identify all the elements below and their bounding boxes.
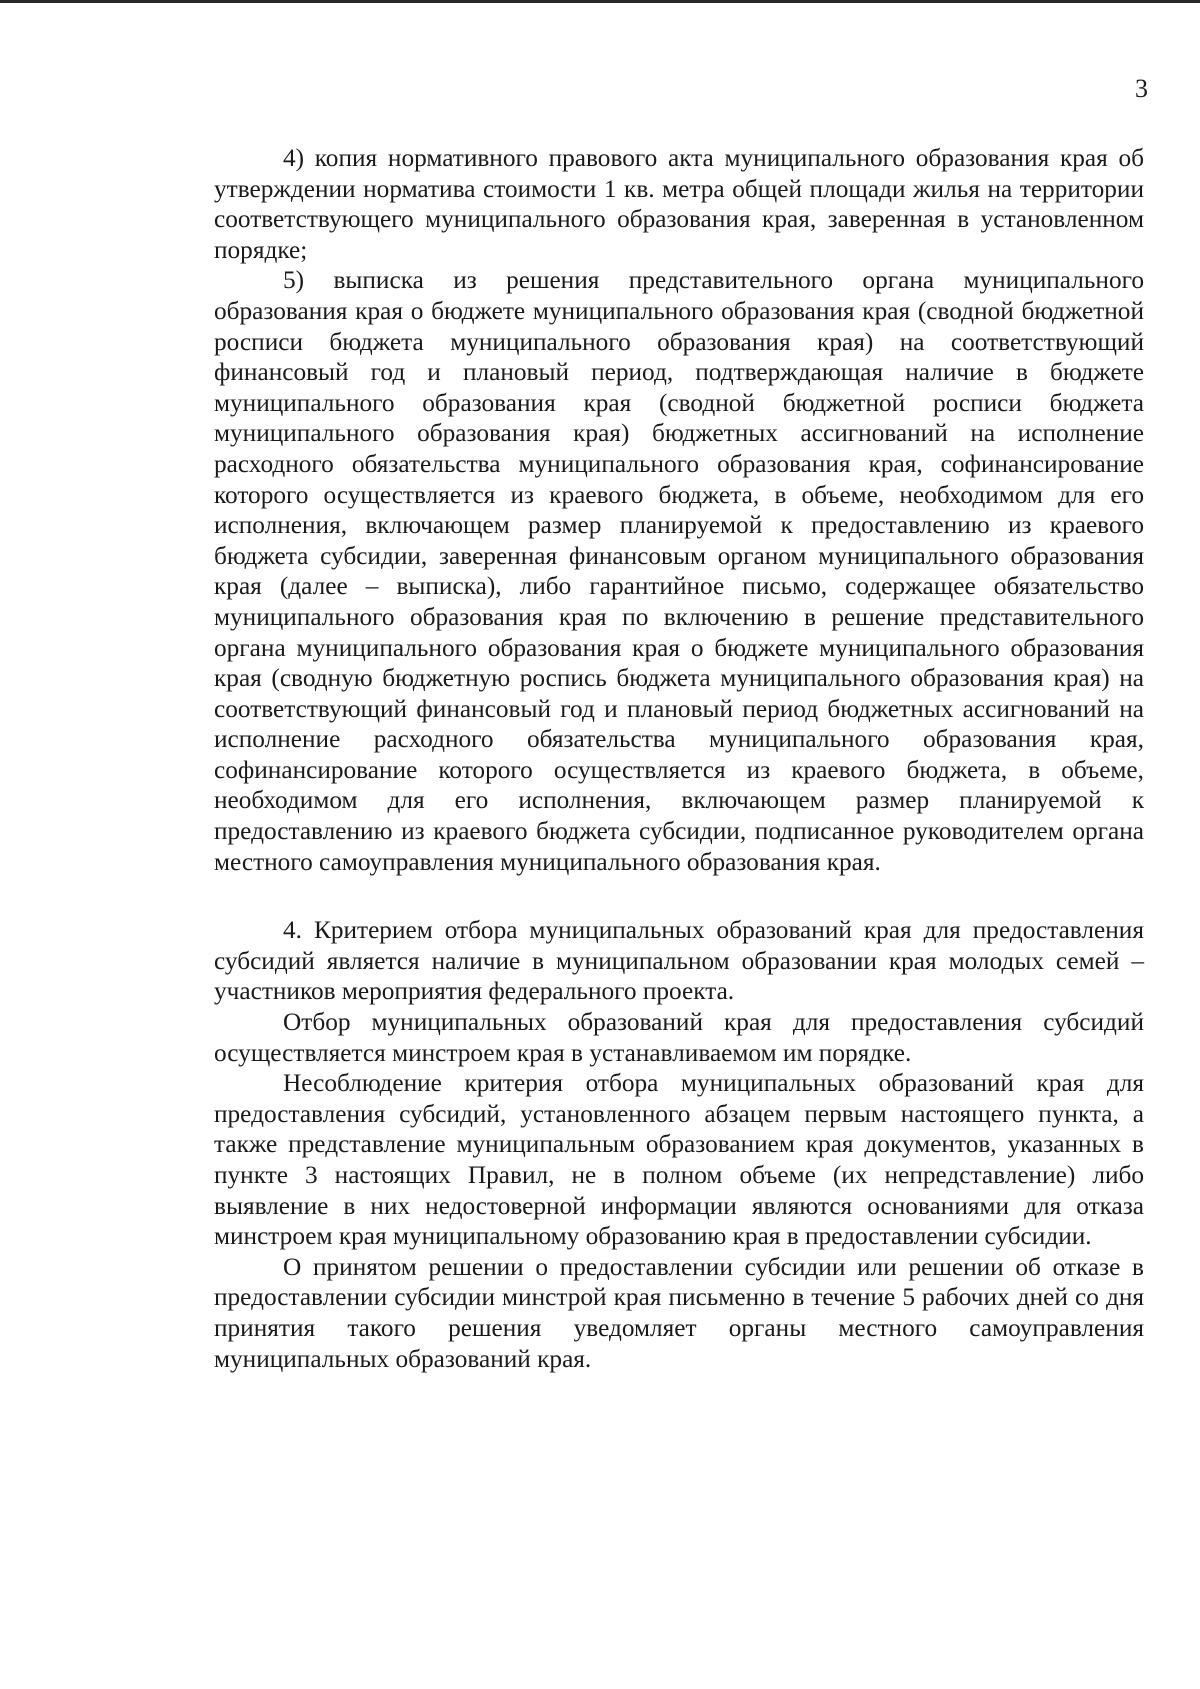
paragraph-section-4: 4. Критерием отбора муниципальных образований края для предоставления субсидий является наличие в муниципальном образовании края молодых семей – участников мероприятия федерального проекта.: [214, 916, 1144, 1006]
paragraph-item-5: 5) выписка из решения представительного органа муниципального образования края о бюджете муниципального образования края (сводной бюджетной росписи бюджета муниципального образования края) на соответствующий финансовый год и плановый период, подтверждающая наличие в бюджете муниципального образования края (сводной бюджетной росписи бюджета муниципального образования края) бюджетных ассигнований на исполнение расходного обязательства муниципального образования края, софинансирование которого осуществляется из краевого бюджета, в объеме, необходимом для его исполнения, включающем размер планируемой к предоставлению из краевого бюджета субсидии, заверенная финансовым органом муниципального образования края (далее – выписка), либо гарантийное письмо, содержащее обязательство муниципального образования края по включению в решение представительного органа муниципального образования края о бюджете муниципального образования края (сводную бюджетную роспись бюджета муниципального образования края) на соответствующий финансовый год и плановый период бюджетных ассигнований на исполнение расходного обязательства муниципального образования края, софинансирование которого осуществляется из краевого бюджета, в объеме, необходимом для его исполнения, включающем размер планируемой к предоставлению из краевого бюджета субсидии, подписанное руководителем органа местного самоуправления муниципального образования края.: [214, 266, 1144, 876]
paragraph-notification: О принятом решении о предоставлении субсидии или решении об отказе в предоставлении субсидии минстрой края письменно в течение 5 рабочих дней со дня принятия такого решения уведомляет органы местного самоуправления муниципальных образований края.: [214, 1252, 1144, 1373]
paragraph-item-4: 4) копия нормативного правового акта муниципального образования края об утверждении норматива стоимости 1 кв. метра общей площади жилья на территории соответствующего муниципального образования края, заверенная в установленном порядке;: [214, 144, 1144, 264]
paragraph-selection-procedure: Отбор муниципальных образований края для предоставления субсидий осуществляется минстроем края в устанавливаемом им порядке.: [214, 1008, 1144, 1067]
page-number: 3: [1135, 74, 1148, 103]
document-body: [214, 143, 1144, 1374]
scan-top-edge: [0, 0, 1200, 3]
paragraph-refusal-grounds: Несоблюдение критерия отбора муниципальных образований края для предоставления субсидий, установленного абзацем первым настоящего пункта, а также представление муниципальным образованием края документов, указанных в пункте 3 настоящих Правил, не в полном объеме (их непредставление) либо выявление в них недостоверной информации являются основаниями для отказа минстроем края муниципальному образованию края в предоставлении субсидии.: [214, 1069, 1144, 1251]
